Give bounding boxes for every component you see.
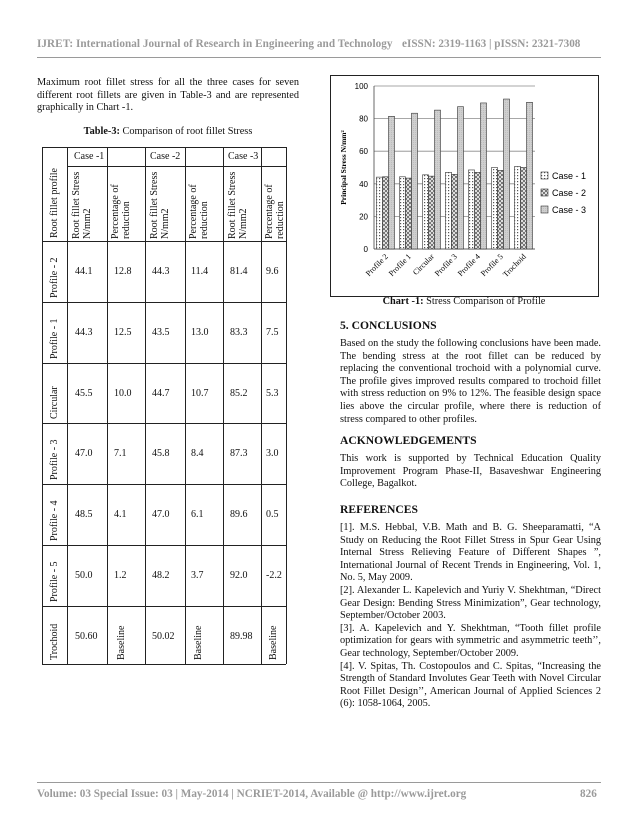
- table-cell-c2r: 13.0: [191, 327, 209, 338]
- table-cell-c2s: 48.2: [152, 570, 170, 581]
- table-cell-c1r: 12.8: [114, 266, 132, 277]
- table-cell-c2r: 3.7: [191, 570, 204, 581]
- table-cell-c1s: 50.60: [75, 631, 98, 642]
- table-cell-c2r: Baseline: [193, 625, 204, 660]
- y-tick-label: 80: [359, 114, 368, 124]
- table-cell-c1s: 50.0: [75, 570, 93, 581]
- table-cell-c1s: 47.0: [75, 448, 93, 459]
- legend-label: Case - 3: [552, 205, 587, 215]
- table-cell-c3s: 92.0: [230, 570, 248, 581]
- table-cell-c1s: 44.3: [75, 327, 93, 338]
- bar: [406, 178, 412, 249]
- bar: [377, 177, 383, 249]
- case-3-reduction-header: Percentage of reduction: [264, 184, 286, 239]
- reference-item: [1]. M.S. Hebbal, V.B. Math and B. G. Sheeparamatti, “A Study on Reducing the Root Fillet Stress in Spur Gear Using Internal Stress Relieving Feature of Different Shapes ”, International Journal of Recent Trends in Engineering, Vol. 1, No. 5, May 2009.: [340, 522, 601, 584]
- intro-paragraph: Maximum root fillet stress for all the three cases for seven different root fillets are given in Table-3 and are represented graphically in Chart -1.: [37, 77, 299, 114]
- row-profile-label: Profile - 4: [49, 500, 60, 541]
- x-tick-label: Profile 5: [478, 252, 505, 279]
- bar: [521, 167, 527, 249]
- table-cell-c3r: Baseline: [268, 625, 279, 660]
- bar: [504, 99, 510, 249]
- row-profile-label: Profile - 5: [49, 561, 60, 602]
- footer-text: Volume: 03 Special Issue: 03 | May-2014 | NCRIET-2014, Available @ http://www.ijret.org: [37, 788, 467, 800]
- case-1-header: Case -1: [74, 151, 105, 162]
- table-cell-c3r: 0.5: [266, 509, 279, 520]
- bar: [469, 170, 475, 249]
- x-tick-label: Profile 1: [386, 252, 413, 279]
- case-3-stress-header: Root fillet Stress N/mm2: [227, 171, 249, 239]
- table-cell-c2s: 45.8: [152, 448, 170, 459]
- bar: [475, 172, 481, 249]
- table-cell-c3r: -2.2: [266, 570, 282, 581]
- table-cell-c3s: 83.3: [230, 327, 248, 338]
- chart-caption: [330, 296, 598, 307]
- bar: [435, 110, 441, 249]
- bar: [429, 176, 435, 249]
- table-cell-c1s: 48.5: [75, 509, 93, 520]
- bar: [492, 168, 498, 250]
- row-profile-label: Circular: [49, 386, 60, 419]
- y-tick-label: 60: [359, 147, 368, 157]
- table-cell-c3r: 3.0: [266, 448, 279, 459]
- bar: [446, 172, 452, 249]
- bar: [498, 170, 504, 249]
- table-cell-c1s: 45.5: [75, 388, 93, 399]
- table-cell-c3s: 89.98: [230, 631, 253, 642]
- references-heading: REFERENCES: [340, 503, 418, 516]
- table-cell-c3s: 81.4: [230, 266, 248, 277]
- table-cell-c3s: 89.6: [230, 509, 248, 520]
- table-cell-c3s: 87.3: [230, 448, 248, 459]
- footer-rule: [37, 782, 601, 783]
- bar: [458, 107, 464, 249]
- table-cell-c2r: 11.4: [191, 266, 209, 277]
- chart-caption-text: Stress Comparison of Profile: [423, 296, 546, 307]
- table-cell-c2s: 43.5: [152, 327, 170, 338]
- table-cell-c2r: 6.1: [191, 509, 204, 520]
- conclusions-text: Based on the study the following conclusions have been made. The bending stress at the root fillet can be reduced by replacing the conventional trochoid with a polynomial curve. The profile gives improved results compared to trochoid fillet with stress reduction on 9% to 12%. The feasible design space lies above the circular profile, where there is reduction of stress compared to other profiles.: [340, 338, 601, 425]
- table-caption-label: Table-3:: [83, 126, 120, 137]
- bar: [527, 102, 533, 249]
- stress-table: [42, 147, 286, 664]
- table-cell-c1r: 10.0: [114, 388, 132, 399]
- y-axis-label: Principal Stress N/mm²: [339, 130, 348, 205]
- legend-swatch: [541, 189, 548, 196]
- case-1-stress-header: Root fillet Stress N/mm2: [71, 171, 93, 239]
- case-1-reduction-header: Percentage of reduction: [110, 184, 132, 239]
- table-caption: [37, 126, 299, 137]
- table-cell-c2s: 44.7: [152, 388, 170, 399]
- acknowledgements-heading: ACKNOWLEDGEMENTS: [340, 434, 477, 447]
- bar: [400, 177, 406, 249]
- bar: [412, 113, 418, 249]
- references-list: [340, 522, 601, 711]
- case-2-reduction-header: Percentage of reduction: [188, 184, 210, 239]
- x-tick-label: Profile 4: [455, 252, 482, 279]
- x-tick-label: Trochoid: [501, 252, 528, 279]
- case-2-header: Case -2: [150, 151, 181, 162]
- y-tick-label: 20: [359, 212, 368, 222]
- table-cell-c1r: 1.2: [114, 570, 127, 581]
- bar: [383, 177, 389, 249]
- profile-column-header: Root fillet profile: [49, 168, 60, 238]
- table-cell-c2s: 44.3: [152, 266, 170, 277]
- bar: [423, 175, 429, 249]
- bar: [389, 116, 395, 249]
- y-tick-label: 40: [359, 179, 368, 189]
- row-profile-label: Trochoid: [49, 623, 60, 660]
- legend-label: Case - 1: [552, 171, 587, 181]
- reference-item: [4]. V. Spitas, Th. Costopoulos and C. Spitas, “Increasing the Strength of Standard Involutes Gear Teeth with Novel Circular Root Fillet Design’’, American Journal of Applied Sciences 2 (6): 1058-1064, 2005.: [340, 660, 601, 710]
- header-rule: [37, 57, 601, 58]
- table-cell-c1r: 4.1: [114, 509, 127, 520]
- chart-canvas: [331, 76, 598, 296]
- table-cell-c1r: 7.1: [114, 448, 127, 459]
- table-cell-c2s: 47.0: [152, 509, 170, 520]
- x-tick-label: Circular: [411, 252, 436, 277]
- page-number: 826: [580, 788, 597, 800]
- reference-item: [3]. A. Kapelevich and Y. Shekhtman, “Tooth fillet profile optimization for gears with symmetric and asymmetric teeth’’, Gear technology, September/October 2009.: [340, 622, 601, 659]
- chart-caption-label: Chart -1:: [382, 296, 424, 307]
- case-3-header: Case -3: [228, 151, 259, 162]
- table-caption-text: Comparison of root fillet Stress: [119, 126, 253, 137]
- bar: [481, 103, 487, 249]
- x-tick-label: Profile 3: [432, 252, 459, 279]
- legend-swatch: [541, 172, 548, 179]
- reference-item: [2]. Alexander L. Kapelevich and Yuriy V. Shekhtman, “Direct Gear Design: Bending Stress Minimization”, Gear technology, September/October 2003.: [340, 584, 601, 622]
- stress-chart: [330, 75, 599, 297]
- table-cell-c3r: 7.5: [266, 327, 279, 338]
- case-2-stress-header: Root fillet Stress N/mm2: [149, 171, 171, 239]
- conclusions-heading: 5. CONCLUSIONS: [340, 319, 437, 332]
- table-cell-c3r: 5.3: [266, 388, 279, 399]
- legend-label: Case - 2: [552, 188, 587, 198]
- row-profile-label: Profile - 3: [49, 439, 60, 480]
- row-profile-label: Profile - 2: [49, 257, 60, 298]
- table-cell-c2r: 10.7: [191, 388, 209, 399]
- issn: eISSN: 2319-1163 | pISSN: 2321-7308: [402, 38, 581, 50]
- table-cell-c2s: 50.02: [152, 631, 175, 642]
- bar: [515, 167, 521, 249]
- legend-swatch: [541, 206, 548, 213]
- table-cell-c3s: 85.2: [230, 388, 248, 399]
- table-cell-c1r: 12.5: [114, 327, 132, 338]
- y-tick-label: 100: [354, 82, 368, 91]
- table-cell-c1s: 44.1: [75, 266, 93, 277]
- journal-title: IJRET: International Journal of Research in Engineering and Technology: [37, 38, 393, 50]
- row-profile-label: Profile - 1: [49, 318, 60, 359]
- table-cell-c3r: 9.6: [266, 266, 279, 277]
- x-tick-label: Profile 2: [363, 252, 390, 279]
- acknowledgements-text: This work is supported by Technical Education Quality Improvement Program Phase-II, Basaveshwar Engineering College, Bagalkot.: [340, 453, 601, 490]
- bar: [452, 174, 458, 249]
- table-cell-c2r: 8.4: [191, 448, 204, 459]
- table-cell-c1r: Baseline: [116, 625, 127, 660]
- y-tick-label: 0: [363, 245, 368, 254]
